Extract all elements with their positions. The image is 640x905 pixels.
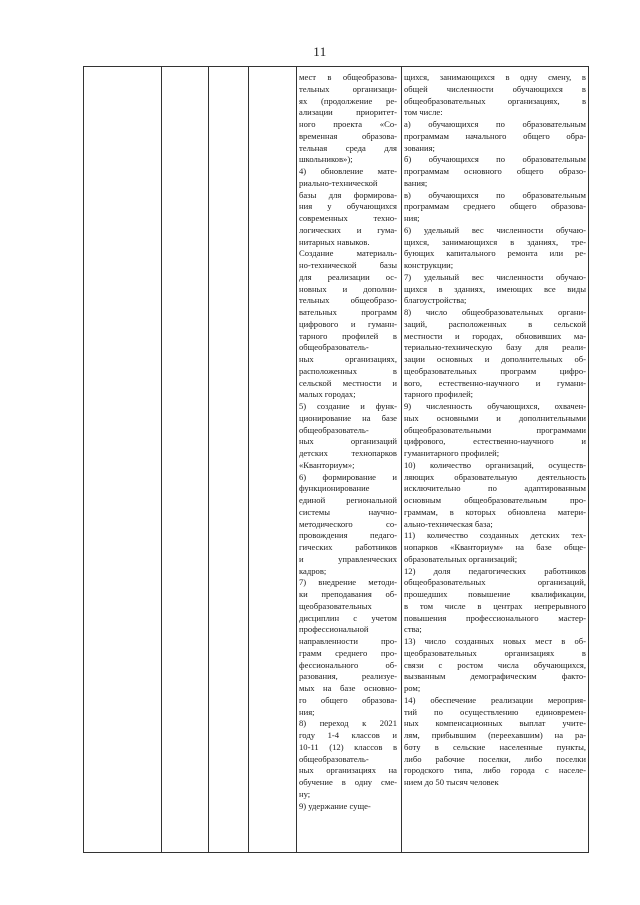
indicator-text-line: ных основными и дополнительными <box>404 412 586 423</box>
activity-text-line: временная образова- <box>299 130 397 141</box>
activities-column <box>299 72 397 812</box>
page-number: 11 <box>313 44 327 59</box>
indicator-text-line: тий по осуществлению единовремен- <box>404 706 586 717</box>
indicator-text-line: городского типа, либо города с населе- <box>404 765 586 776</box>
indicator-text-line: щихся, занимающихся в одну смену, в <box>404 72 586 82</box>
activity-text-line: кадров; <box>299 565 327 576</box>
activity-text-line: методического со- <box>299 518 397 529</box>
indicator-text-line: 14) обеспечение реализации мероприя- <box>404 694 586 705</box>
indicator-text-line: вызванным демографическим факто- <box>404 671 586 682</box>
activity-text-line: логических и гума- <box>299 224 397 235</box>
indicator-text-line: 6) удельный вес численности обучаю- <box>404 224 586 235</box>
activity-text-line: современных техно- <box>299 213 397 223</box>
indicator-text-line: ром; <box>404 683 421 693</box>
activity-text-line: общеобразователь- <box>299 753 369 764</box>
activity-text-line: тарного профилей в <box>299 330 397 341</box>
indicator-text-line: 7) удельный вес численности обучаю- <box>404 271 586 282</box>
activity-text-line: направленности про- <box>299 636 397 646</box>
activity-text-line: 10-11 (12) классов в <box>299 741 397 752</box>
indicator-text-line: основным общеобразовательным про- <box>404 495 586 505</box>
indicator-text-line: цифрового, естественно-научного и <box>404 436 586 447</box>
activity-text-line: профессиональной <box>299 624 369 635</box>
activity-text-line: разования, реализуе- <box>299 671 397 682</box>
indicator-text-line: граммам, в которых обновлена матери- <box>404 506 586 517</box>
activity-text-line: вательных программ <box>299 307 397 317</box>
indicator-text-line: программам начального общего обра- <box>404 130 586 141</box>
column-divider-2 <box>208 67 209 852</box>
activity-text-line: ных организаций <box>299 436 397 447</box>
activity-text-line: ных организациях на <box>299 765 397 776</box>
indicator-text-line: программам среднего общего образова- <box>404 201 586 212</box>
indicator-text-line: вания; <box>404 177 428 188</box>
activity-text-line: тельная среда для <box>299 142 397 153</box>
activity-text-line: расположенных в <box>299 365 397 376</box>
indicator-text-line: тарного профилей; <box>404 389 474 400</box>
indicator-text-line: прошедших повышение квалификации, <box>404 589 586 599</box>
activity-text-line: году 1-4 классов и <box>299 730 397 740</box>
activity-text-line: ных организациях, <box>299 354 397 364</box>
indicator-text-line: щихся, занимающихся в зданиях, тре- <box>404 236 586 247</box>
indicator-text-line: ных компенсационных выплат учите- <box>404 718 586 729</box>
indicator-text-line: 13) число созданных новых мест в об- <box>404 636 586 646</box>
activity-text-line: новных и дополни- <box>299 283 397 294</box>
indicator-text-line: гуманитарного профилей; <box>404 448 500 458</box>
activity-text-line: щеобразовательных <box>299 600 372 611</box>
activity-text-line: детских технопарков <box>299 448 397 458</box>
indicator-text-line: вого, естественно-научного и гумани- <box>404 377 586 388</box>
activity-text-line: ционирование на базе <box>299 412 397 423</box>
activity-text-line: Создание материаль- <box>299 248 397 259</box>
indicator-text-line: 11) количество созданных детских тех- <box>404 530 586 541</box>
activity-text-line: обучение в одну сме- <box>299 777 397 787</box>
activity-text-line: 9) удержание суще- <box>299 800 371 811</box>
activity-text-line: 5) создание и функ- <box>299 401 397 411</box>
indicator-text-line: 10) количество организаций, осуществ- <box>404 459 586 470</box>
activity-text-line: 6) формирование и <box>299 471 397 482</box>
activity-text-line: общеобразователь- <box>299 342 369 353</box>
activity-text-line: мест в общеобразова- <box>299 72 397 82</box>
indicator-text-line: исключительно по адаптированным <box>404 483 586 494</box>
activity-text-line: ния; <box>299 706 315 717</box>
indicator-text-line: нием до 50 тысяч человек <box>404 777 499 787</box>
indicator-text-line: связи с ростом числа обучающихся, <box>404 659 586 670</box>
activity-text-line: и управленческих <box>299 553 397 564</box>
indicator-text-line: 8) число общеобразовательных органи- <box>404 307 586 317</box>
indicator-text-line: ния; <box>404 213 420 223</box>
indicator-text-line: в) обучающихся по образовательным <box>404 189 586 200</box>
activity-text-line: сельской местности и <box>299 377 397 388</box>
indicator-text-line: 12) доля педагогических работников <box>404 565 586 576</box>
document-table <box>83 66 589 853</box>
activity-text-line: тельных общеобразо- <box>299 295 397 306</box>
activity-text-line: 8) переход к 2021 <box>299 718 397 729</box>
activity-text-line: фессионального об- <box>299 659 397 670</box>
activity-text-line: тельных организаци- <box>299 83 397 94</box>
indicator-text-line: б) обучающихся по образовательным <box>404 154 586 165</box>
indicator-text-line: ально-техническая база; <box>404 518 493 529</box>
activity-text-line: гических работников <box>299 542 397 552</box>
activity-text-line: цифрового и гуманн- <box>299 318 397 329</box>
activity-text-line: 4) обновление мате- <box>299 166 397 176</box>
activity-text-line: 7) внедрение методи- <box>299 577 397 588</box>
indicator-text-line: щихся в зданиях, имеющих все виды <box>404 283 586 294</box>
activity-text-line: системы научно- <box>299 506 397 517</box>
activity-text-line: ния у обучающихся <box>299 201 397 212</box>
activity-text-line: базы для формирова- <box>299 189 397 200</box>
indicator-text-line: общеобразовательных организациях, в <box>404 95 586 106</box>
activity-text-line: ну; <box>299 788 311 799</box>
indicator-text-line: повышения профессионального мастер- <box>404 612 586 623</box>
indicator-text-line: ства; <box>404 624 422 635</box>
activity-text-line: ализации приоритет- <box>299 107 397 118</box>
indicator-text-line: благоустройства; <box>404 295 467 306</box>
indicator-text-line: лям, прибывшим (переехавшим) на ра- <box>404 730 586 740</box>
activity-text-line: провождения педаго- <box>299 530 397 541</box>
activity-text-line: мых на базе основно- <box>299 683 397 693</box>
indicator-text-line: ляющих образовательную деятельность <box>404 471 586 482</box>
indicator-text-line: щеобразовательных программ цифро- <box>404 365 586 376</box>
activity-text-line: малых городах; <box>299 389 356 400</box>
activity-text-line: нитарных навыков. <box>299 236 370 247</box>
indicator-text-line: общеобразовательными программами <box>404 424 586 435</box>
column-divider-3 <box>248 67 249 852</box>
indicator-text-line: зования; <box>404 142 435 153</box>
indicator-text-line: а) обучающихся по образовательным <box>404 119 586 129</box>
activity-text-line: единой региональной <box>299 495 397 505</box>
indicator-text-line: териально-техническую базу для реали- <box>404 342 586 353</box>
activity-text-line: го общего образова- <box>299 694 397 705</box>
column-divider-1 <box>161 67 162 852</box>
activity-text-line: школьников»); <box>299 154 353 165</box>
activity-text-line: риально-технической <box>299 177 378 188</box>
column-divider-5 <box>401 67 402 852</box>
indicator-text-line: бующих капитального ремонта или ре- <box>404 248 586 259</box>
indicator-text-line: боту в сельские населенные пункты, <box>404 741 586 752</box>
indicator-text-line: 9) численность обучающихся, охвачен- <box>404 401 586 411</box>
activity-text-line: ного проекта «Со- <box>299 119 397 129</box>
indicator-text-line: нопарков «Кванториум» на базе обще- <box>404 542 586 552</box>
indicator-text-line: местности и городах, обновивших ма- <box>404 330 586 341</box>
indicator-text-line: общеобразовательных организаций, <box>404 577 586 588</box>
indicator-text-line: конструкции; <box>404 260 454 270</box>
activity-text-line: ях (продолжение ре- <box>299 95 397 106</box>
indicator-text-line: образовательных организаций; <box>404 553 518 564</box>
activity-text-line: общеобразователь- <box>299 424 369 435</box>
indicator-text-line: щеобразовательных организациях в <box>404 647 586 658</box>
activity-text-line: для реализации ос- <box>299 271 397 282</box>
column-divider-4 <box>296 67 297 852</box>
indicator-text-line: в том числе в центрах непрерывного <box>404 600 586 611</box>
activity-text-line: но-технической базы <box>299 260 397 270</box>
indicator-text-line: программам основного общего образо- <box>404 166 586 176</box>
activity-text-line: дисциплин с учетом <box>299 612 397 623</box>
indicator-text-line: зации основных и дополнительных об- <box>404 354 586 364</box>
activity-text-line: ки преподавания об- <box>299 589 397 599</box>
activity-text-line: функционирование <box>299 483 370 494</box>
indicator-text-line: заций, расположенных в сельской <box>404 318 586 329</box>
indicator-text-line: либо рабочие поселки, либо поселки <box>404 753 586 764</box>
activity-text-line: грамм среднего про- <box>299 647 397 658</box>
indicator-text-line: том числе: <box>404 107 443 118</box>
indicators-column <box>404 72 586 789</box>
activity-text-line: «Кванториум»; <box>299 459 355 470</box>
indicator-text-line: общей численности обучающихся в <box>404 83 586 94</box>
